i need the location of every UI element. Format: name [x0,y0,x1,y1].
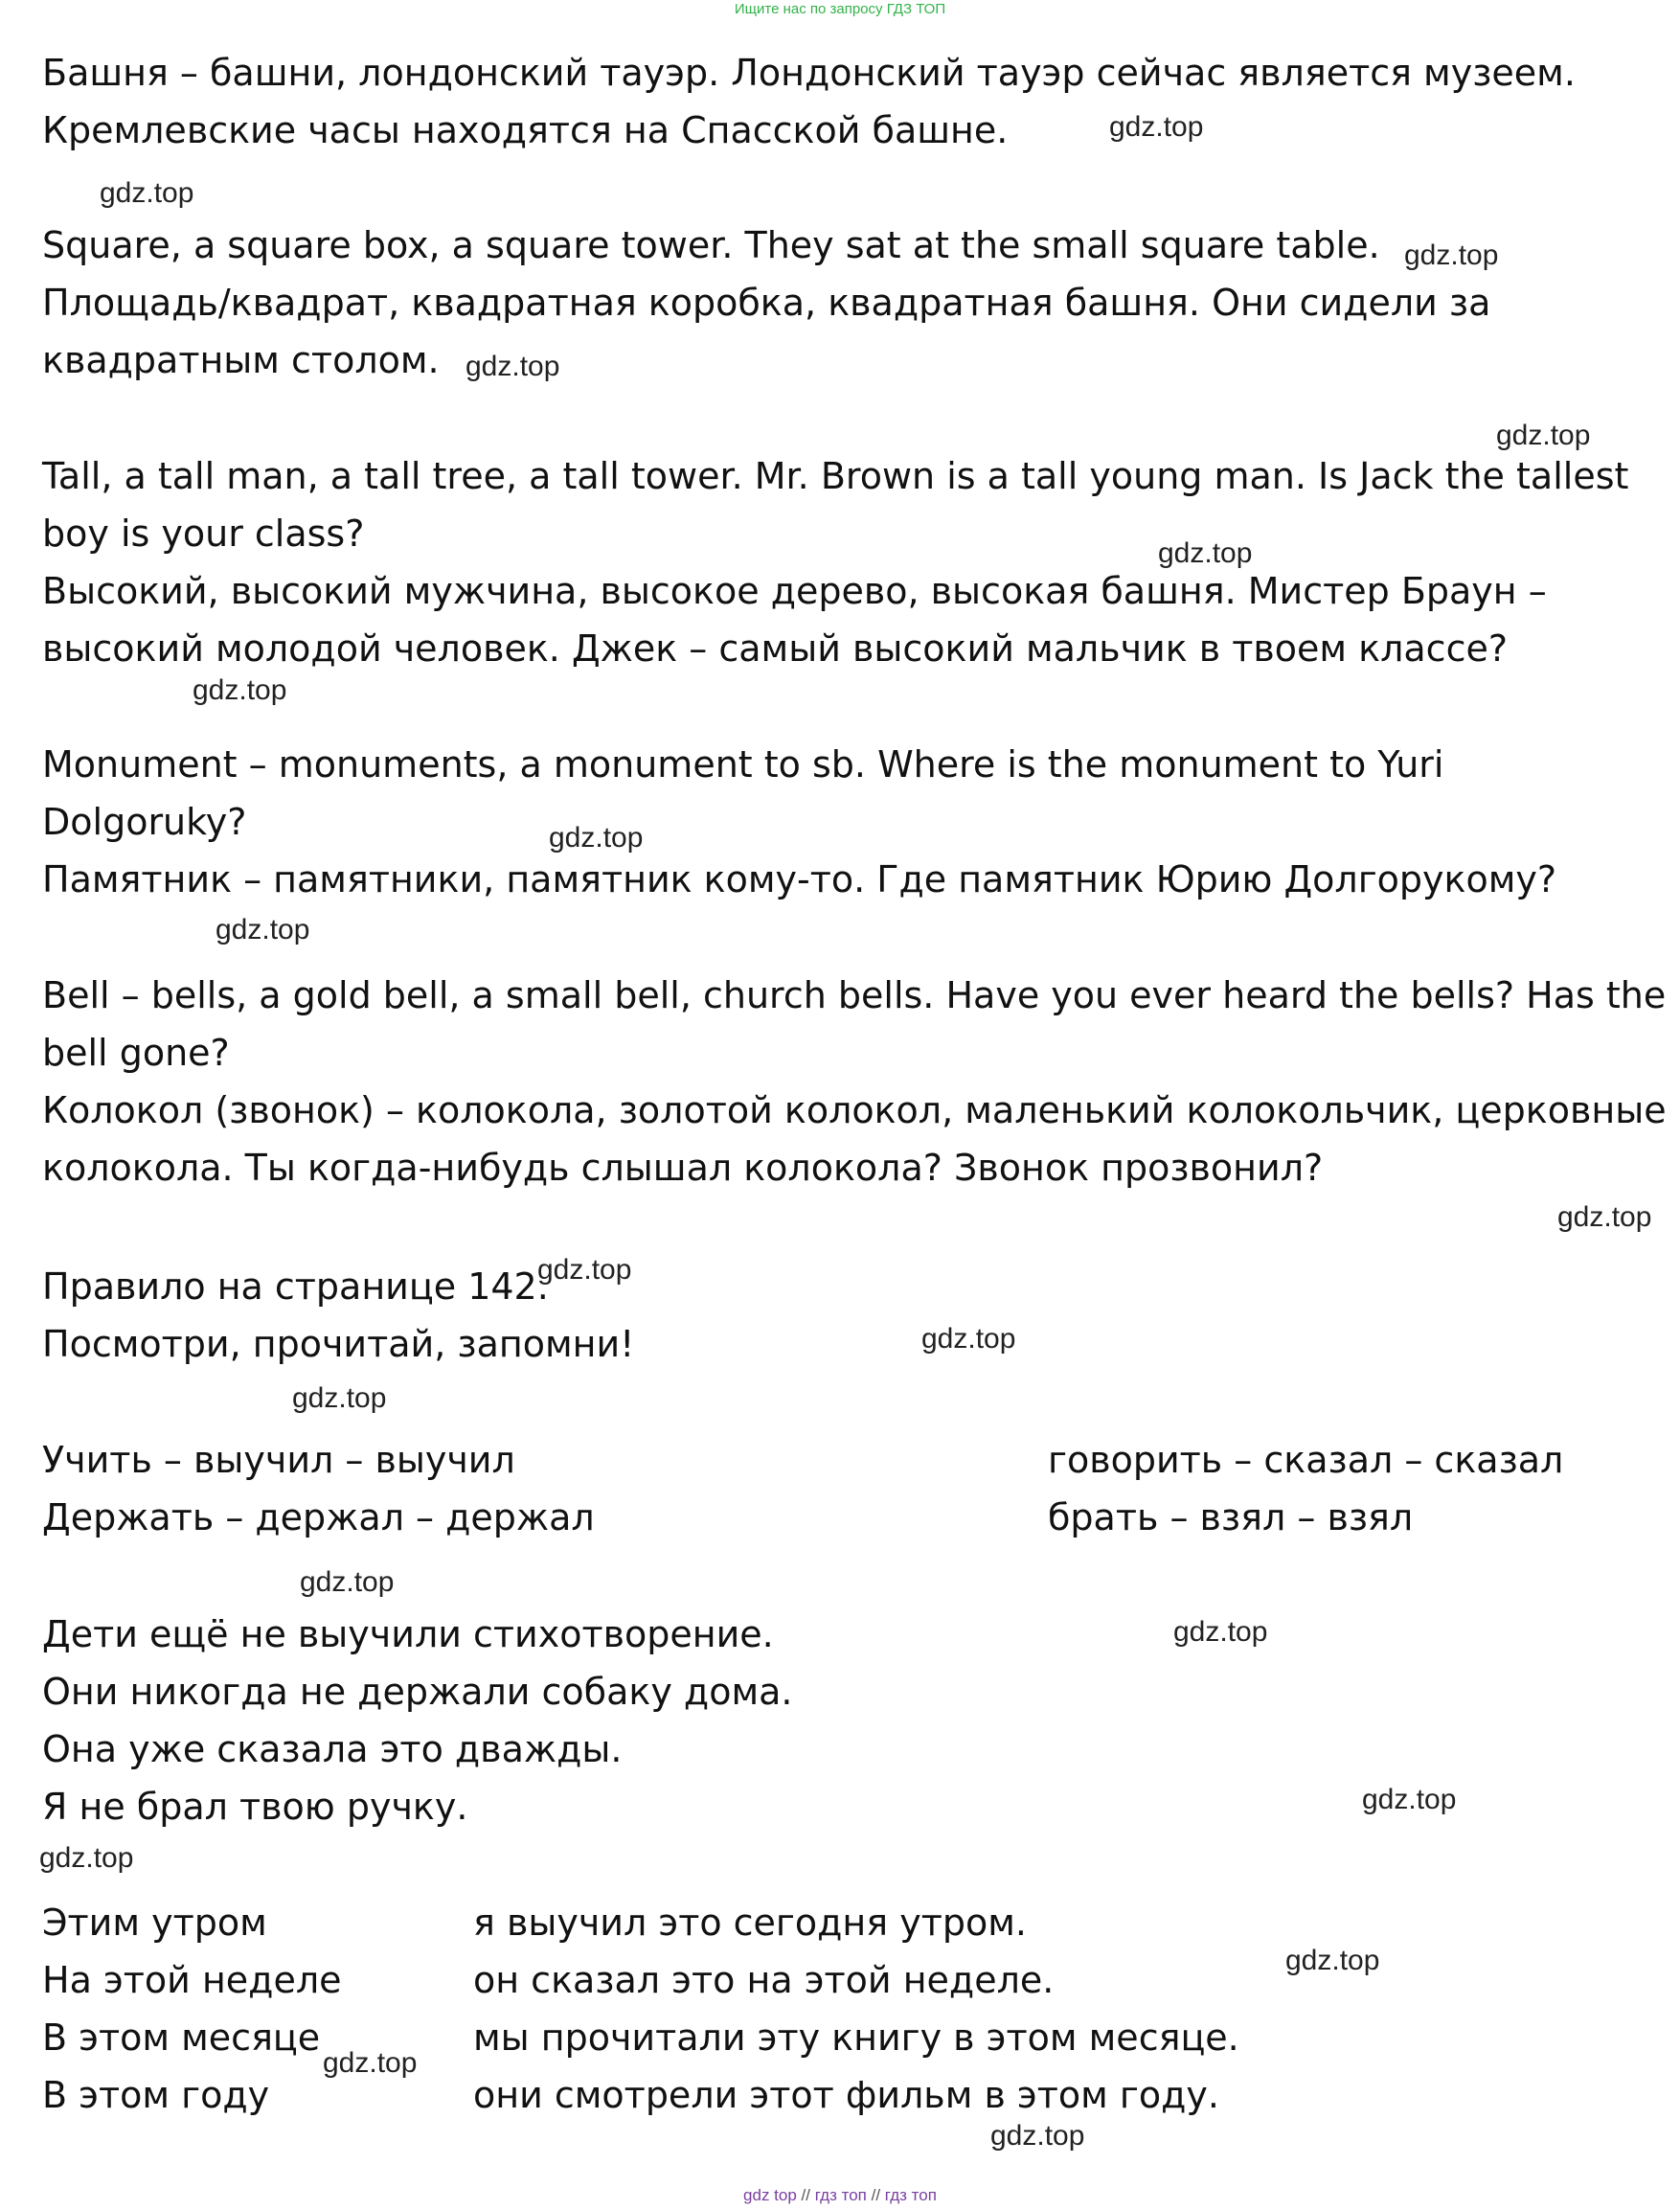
example-sentence: они смотрели этот фильм в этом году. [473,2074,1219,2116]
watermark: gdz.top [1362,1784,1457,1815]
watermark: gdz.top [216,914,310,946]
footer-link-gdz-top-ru-lower[interactable]: гдз топ [884,2186,937,2204]
text-line: Dolgoruky? [42,801,247,843]
watermark: gdz.top [1557,1201,1652,1233]
text-line: Она уже сказала это дважды. [42,1728,623,1770]
text-line: Дети ещё не выучили стихотворение. [42,1613,774,1655]
text-line: Высокий, высокий мужчина, высокое дерево, высокая башня. Мистер Браун – [42,570,1547,612]
watermark: gdz.top [990,2120,1085,2152]
watermark: gdz.top [100,177,194,209]
text-line: Они никогда не держали собаку дома. [42,1671,793,1713]
text-line: Башня – башни, лондонский тауэр. Лондонский тауэр сейчас является музеем. [42,52,1576,94]
example-sentence: он сказал это на этой неделе. [473,1959,1055,2001]
text-line: высокий молодой человек. Джек – самый высокий мальчик в твоем классе? [42,627,1509,670]
time-expression: В этом месяце [42,2016,321,2059]
time-expression: На этой неделе [42,1959,342,2001]
footer-separator: // [871,2186,881,2204]
text-line: Monument – monuments, a monument to sb. Where is the monument to Yuri [42,743,1444,786]
verb-forms-line: говорить – сказал – сказал [1048,1439,1564,1481]
watermark: gdz.top [1496,420,1591,451]
time-expression: В этом году [42,2074,270,2116]
footer-separator: // [801,2186,810,2204]
text-line: bell gone? [42,1032,230,1074]
text-line: Кремлевские часы находятся на Спасской башне. [42,109,1009,151]
text-line: Колокол (звонок) – колокола, золотой колокол, маленький колокольчик, церковные [42,1089,1667,1131]
text-line: Bell – bells, a gold bell, a small bell, church bells. Have you ever heard the bells? Has the [42,974,1667,1016]
text-line: Square, a square box, a square tower. They sat at the small square table. [42,224,1380,266]
verb-forms-line: Учить – выучил – выучил [42,1439,515,1481]
example-sentence: я выучил это сегодня утром. [473,1902,1027,1944]
watermark: gdz.top [549,822,644,854]
watermark: gdz.top [1173,1616,1268,1648]
text-line: Я не брал твою ручку. [42,1786,468,1828]
text-line: Площадь/квадрат, квадратная коробка, квадратная башня. Они сидели за [42,282,1491,324]
top-banner: Ищите нас по запросу ГДЗ ТОП [734,1,946,17]
watermark: gdz.top [1285,1945,1380,1976]
text-line: Правило на странице 142. [42,1265,549,1308]
watermark: gdz.top [323,2047,418,2079]
watermark: gdz.top [300,1566,395,1598]
verb-forms-line: брать – взял – взял [1048,1496,1414,1538]
text-line: квадратным столом. [42,339,440,381]
time-expression: Этим утром [42,1902,267,1944]
example-sentence: мы прочитали эту книгу в этом месяце. [473,2016,1239,2059]
watermark: gdz.top [1109,111,1204,143]
text-line: Памятник – памятники, памятник кому-то. Где памятник Юрию Долгорукому? [42,858,1557,900]
text-line: boy is your class? [42,513,365,555]
watermark: gdz.top [292,1382,387,1414]
watermark: gdz.top [537,1254,632,1286]
watermark: gdz.top [193,674,287,706]
watermark: gdz.top [465,351,560,382]
watermark: gdz.top [921,1323,1016,1355]
verb-forms-line: Держать – держал – держал [42,1496,595,1538]
footer-link-gdz-top-ru[interactable]: гдз топ [814,2186,867,2204]
text-line: Посмотри, прочитай, запомни! [42,1323,635,1365]
watermark: gdz.top [1404,239,1499,271]
watermark: gdz.top [1158,537,1253,569]
footer-link-gdz-top[interactable]: gdz top [743,2186,797,2204]
text-line: Tall, a tall man, a tall tree, a tall tower. Mr. Brown is a tall young man. Is Jack the tallest [42,455,1629,497]
text-line: колокола. Ты когда-нибудь слышал колокола? Звонок прозвонил? [42,1147,1324,1189]
footer-links [0,2184,1680,2207]
watermark: gdz.top [39,1842,134,1874]
